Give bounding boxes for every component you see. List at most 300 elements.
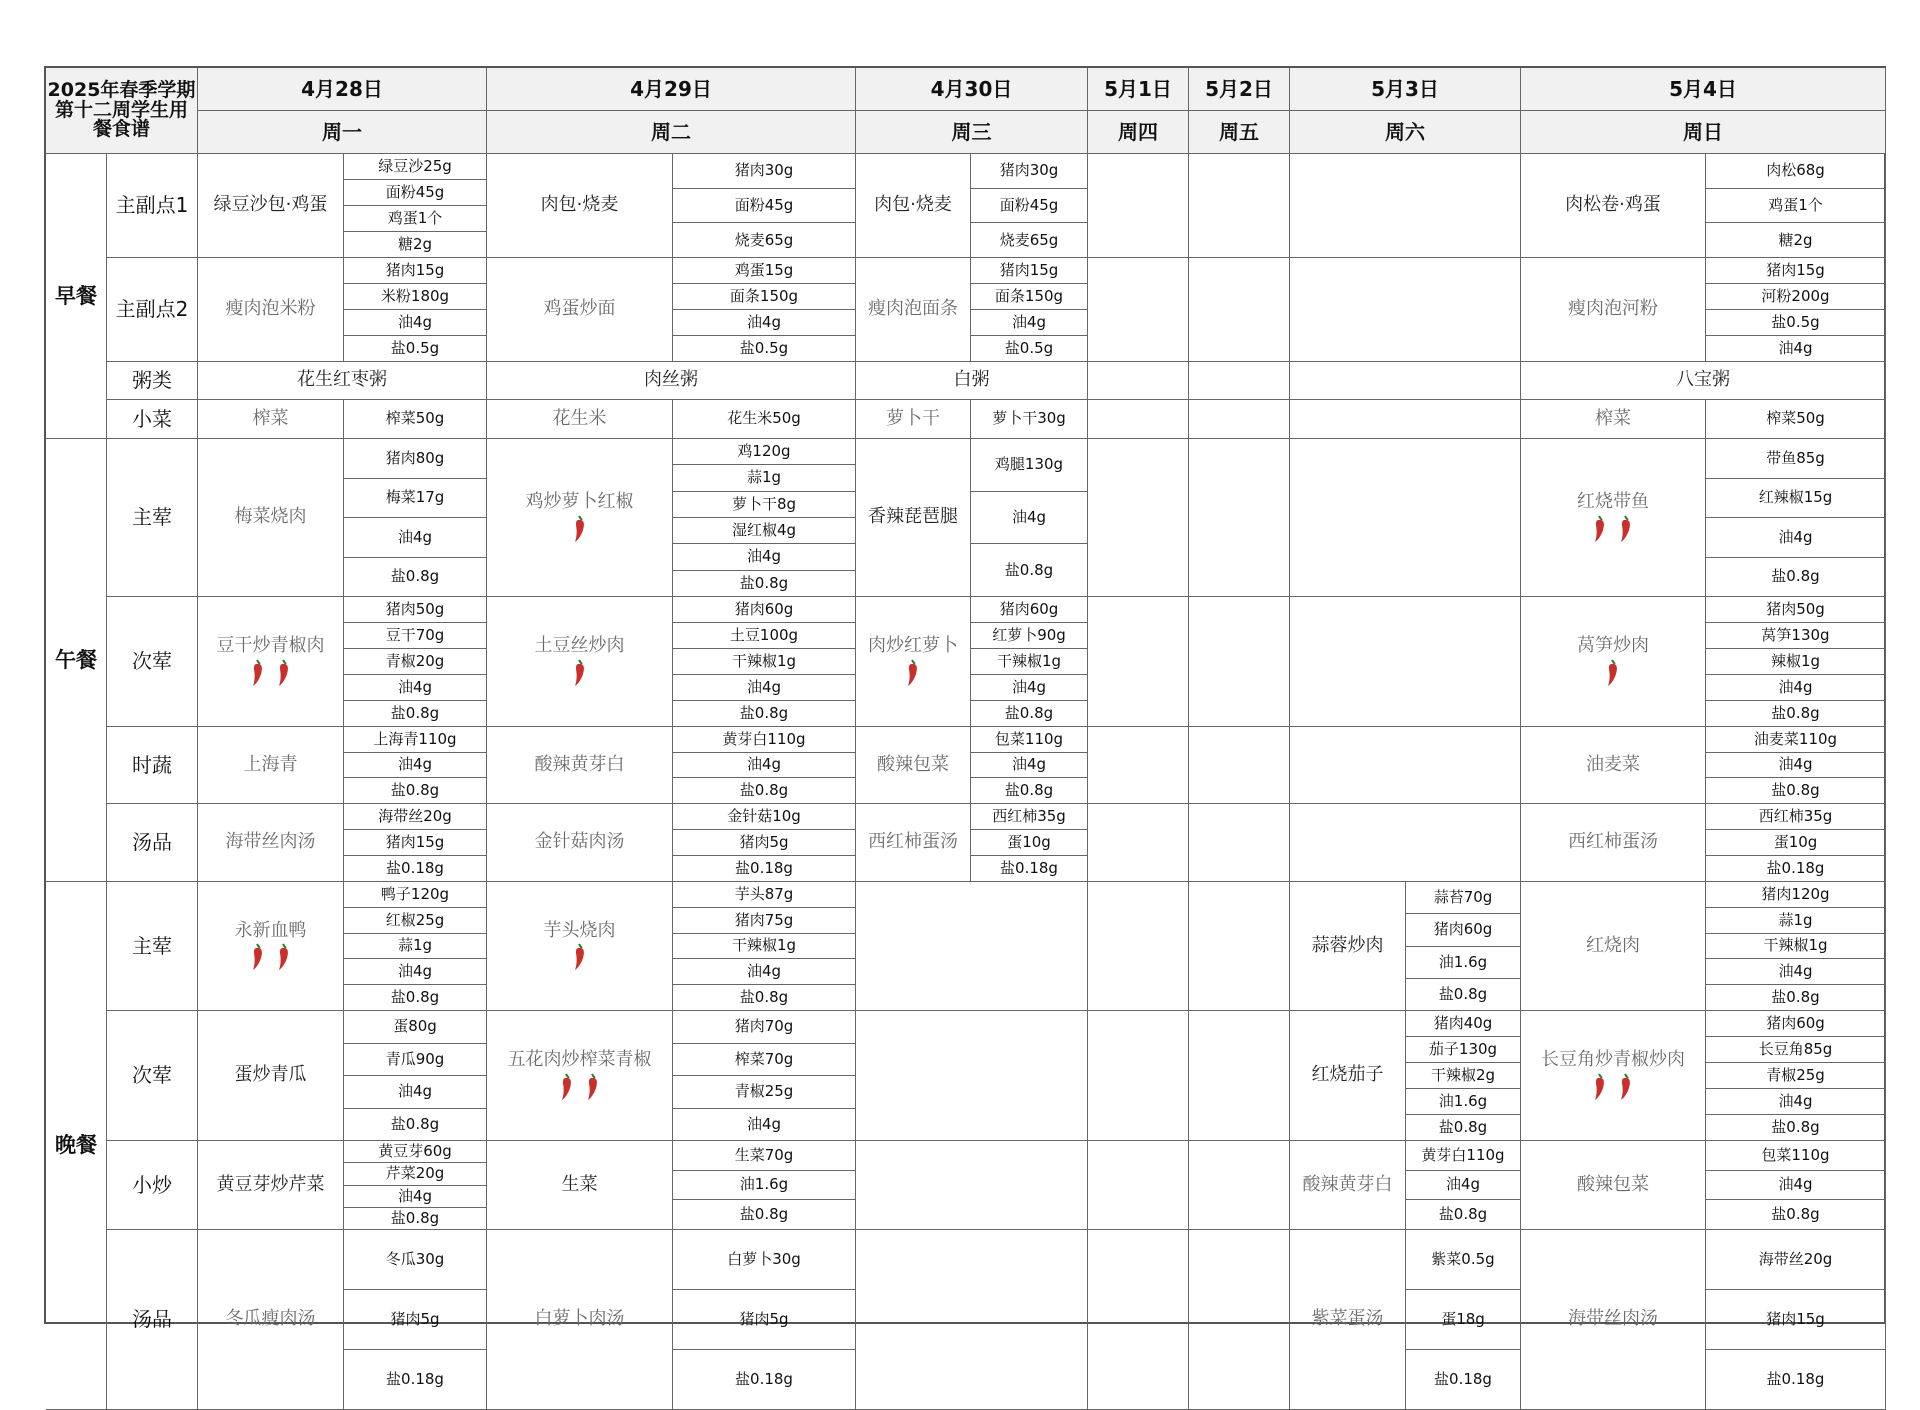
dish-name: 瘦肉泡面条 [868,298,958,320]
ingredient: 红辣椒15g [1706,479,1886,519]
ingredient: 油4g [971,310,1088,336]
ingredient: 白萝卜30g [673,1230,856,1290]
dish-name: 生菜 [561,1173,598,1195]
ingredient: 油4g [1706,518,1886,558]
ingredient: 盐0.8g [673,571,856,597]
dish-name: 海带丝肉汤 [1568,1308,1658,1330]
empty-cell [1290,597,1521,727]
category-label: 小菜 [107,400,198,439]
ingredient: 蛋10g [1706,830,1886,856]
ingredient: 盐0.8g [344,701,487,727]
ingredient: 干辣椒1g [673,934,856,960]
ingredient: 油4g [344,310,487,336]
dish-name: 长豆角炒青椒炒肉 [1541,1049,1685,1071]
empty-cell [1088,154,1189,258]
ingredient: 金针菇10g [673,804,856,830]
ingredient: 长豆角85g [1706,1037,1886,1063]
dish-name: 酸辣黄芽白 [534,753,625,775]
chili-pepper-icon [1593,1073,1607,1101]
dish-name: 绿豆沙包·鸡蛋 [213,194,328,216]
empty-cell [1189,1011,1290,1141]
ingredient: 盐0.18g [1706,1350,1886,1410]
ingredient: 盐0.18g [673,856,856,882]
empty-cell [1088,439,1189,597]
dish-name: 豆干炒青椒肉 [216,635,325,657]
dish-cell [487,1230,673,1410]
ingredient: 油4g [673,310,856,336]
porridge-name: 八宝粥 [1521,362,1886,400]
ingredient: 猪肉15g [1706,1290,1886,1350]
ingredient: 青瓜90g [344,1044,487,1077]
ingredient: 青椒25g [673,1076,856,1109]
spicy-indicator [567,659,593,687]
dish-name: 酸辣包菜 [1577,1173,1649,1195]
ingredient: 盐0.5g [673,336,856,362]
dish-cell [487,882,673,1011]
spicy-indicator [567,515,593,543]
dish-cell [198,154,344,258]
ingredient: 猪肉50g [1706,597,1886,623]
dish-name: 酸辣黄芽白 [1302,1173,1393,1195]
dish-cell [1290,1011,1406,1141]
ingredient: 猪肉80g [344,439,487,479]
dish-cell [856,154,971,258]
dish-cell [487,1141,673,1230]
chili-pepper-icon [1606,659,1620,687]
ingredient: 梅菜17g [344,479,487,519]
meal-label-lunch: 午餐 [46,439,107,882]
dish-cell [487,804,673,882]
ingredient: 海带丝20g [344,804,487,830]
dish-cell [856,804,971,882]
chili-pepper-icon [251,659,265,687]
empty-cell [1088,882,1189,1011]
ingredient: 面条150g [971,284,1088,310]
ingredient: 盐0.8g [673,778,856,804]
ingredient: 猪肉15g [344,258,487,284]
ingredient: 油1.6g [673,1171,856,1201]
ingredient: 油4g [1706,336,1886,362]
ingredient: 蛋18g [1406,1290,1521,1350]
ingredient: 土豆100g [673,623,856,649]
dish-cell [198,1230,344,1410]
dish-cell [198,258,344,362]
ingredient: 榨菜50g [344,400,487,439]
ingredient: 干辣椒2g [1406,1063,1521,1089]
ingredient: 芹菜20g [344,1163,487,1185]
ingredient: 猪肉30g [971,154,1088,189]
meal-label-breakfast: 早餐 [46,154,107,439]
ingredient: 鸡120g [673,439,856,465]
ingredient: 猪肉5g [673,1290,856,1350]
dish-name: 肉松卷·鸡蛋 [1565,194,1661,216]
dish-cell [487,597,673,727]
ingredient: 鸡蛋1个 [1706,189,1886,224]
dish-cell [198,439,344,597]
empty-cell [1088,258,1189,362]
ingredient: 油4g [673,544,856,570]
day-date: 5月1日 [1088,68,1189,111]
dish-cell [487,258,673,362]
dish-cell [198,400,344,439]
category-label: 次荤 [107,597,198,727]
ingredient: 青椒25g [1706,1063,1886,1089]
menu-table [44,66,1886,1388]
dish-name: 西红柿蛋汤 [1568,831,1658,853]
spicy-indicator [1600,659,1626,687]
ingredient: 糖2g [344,232,487,258]
ingredient: 油4g [344,753,487,779]
dish-name: 红烧肉 [1586,934,1640,956]
dish-name: 肉炒红萝卜 [868,635,958,657]
chili-pepper-icon [573,943,587,971]
dish-name: 土豆丝炒肉 [534,635,625,657]
category-label: 粥类 [107,362,198,400]
empty-cell [856,1141,1088,1230]
ingredient: 猪肉70g [673,1011,856,1044]
ingredient: 盐0.8g [1706,1115,1886,1141]
empty-cell [1189,362,1290,400]
ingredient: 油4g [344,1076,487,1109]
spicy-indicator [245,659,297,687]
ingredient: 蒜苔70g [1406,882,1521,914]
ingredient: 盐0.8g [971,778,1088,804]
dish-cell [487,154,673,258]
ingredient: 油4g [1706,675,1886,701]
chili-pepper-icon [573,515,587,543]
ingredient: 米粉180g [344,284,487,310]
dish-cell [1521,400,1706,439]
category-label: 汤品 [107,1230,198,1410]
ingredient: 盐0.8g [344,778,487,804]
dish-name: 五花肉炒榨菜青椒 [507,1049,652,1071]
ingredient: 鸡蛋1个 [344,206,487,232]
dish-name: 蒜蓉炒肉 [1311,934,1384,956]
empty-cell [1189,1141,1290,1230]
ingredient: 西红柿35g [1706,804,1886,830]
dish-name: 西红柿蛋汤 [868,831,958,853]
ingredient: 猪肉60g [1406,914,1521,946]
dish-name: 鸡蛋炒面 [543,298,616,320]
ingredient: 面粉45g [971,189,1088,224]
empty-cell [1189,882,1290,1011]
ingredient: 盐0.8g [971,544,1088,597]
ingredient: 盐0.8g [673,701,856,727]
dish-cell [487,727,673,804]
ingredient: 盐0.8g [1706,778,1886,804]
dish-name: 梅菜烧肉 [234,506,307,528]
dish-cell [1521,882,1706,1011]
dish-cell [1521,154,1706,258]
day-weekday: 周一 [198,111,487,154]
dish-cell [1521,1011,1706,1141]
dish-cell [198,804,344,882]
day-date: 5月3日 [1290,68,1521,111]
dish-name: 白萝卜肉汤 [534,1308,625,1330]
ingredient: 油4g [971,753,1088,779]
dish-name: 黄豆芽炒芹菜 [216,1173,325,1195]
ingredient: 辣椒1g [1706,649,1886,675]
ingredient: 盐0.18g [1406,1350,1521,1410]
empty-cell [1290,400,1521,439]
ingredient: 油4g [344,959,487,985]
ingredient: 盐0.8g [1706,558,1886,598]
day-weekday: 周四 [1088,111,1189,154]
ingredient: 蛋80g [344,1011,487,1044]
chili-pepper-icon [1619,515,1633,543]
empty-cell [856,882,1088,1011]
ingredient: 盐0.18g [673,1350,856,1410]
ingredient: 油4g [673,753,856,779]
ingredient: 油4g [673,959,856,985]
day-weekday: 周五 [1189,111,1290,154]
empty-cell [1189,258,1290,362]
category-label: 主荤 [107,439,198,597]
ingredient: 油4g [1706,753,1886,779]
ingredient: 面条150g [673,284,856,310]
empty-cell [856,1230,1088,1410]
ingredient: 蒜1g [673,465,856,491]
empty-cell [1088,1230,1189,1410]
dish-cell [856,597,971,727]
dish-name: 红烧带鱼 [1577,491,1649,513]
spicy-indicator [245,943,297,971]
empty-cell [1290,804,1521,882]
dish-cell [1521,727,1706,804]
ingredient: 油4g [1706,1171,1886,1201]
day-date: 4月28日 [198,68,487,111]
ingredient: 盐0.5g [971,336,1088,362]
dish-cell [1521,258,1706,362]
chili-pepper-icon [1619,1073,1633,1101]
ingredient: 生菜70g [673,1141,856,1171]
ingredient: 上海青110g [344,727,487,753]
empty-cell [1088,597,1189,727]
day-weekday: 周二 [487,111,856,154]
ingredient: 盐0.18g [971,856,1088,882]
chili-pepper-icon [906,659,920,687]
dish-cell [487,1011,673,1141]
dish-name: 酸辣包菜 [877,753,949,775]
dish-name: 油麦菜 [1586,753,1640,775]
ingredient: 猪肉75g [673,908,856,934]
dish-cell [1521,439,1706,597]
ingredient: 猪肉40g [1406,1011,1521,1037]
ingredient: 鸡蛋15g [673,258,856,284]
dish-name: 永新血鸭 [234,919,307,941]
empty-cell [1088,400,1189,439]
ingredient: 油4g [971,492,1088,545]
ingredient: 花生米50g [673,400,856,439]
spicy-indicator [567,943,593,971]
empty-cell [1189,154,1290,258]
ingredient: 面粉45g [344,180,487,206]
ingredient: 萝卜干30g [971,400,1088,439]
empty-cell [856,1011,1088,1141]
dish-name: 金针菇肉汤 [534,831,625,853]
ingredient: 盐0.5g [1706,310,1886,336]
dish-cell [1290,1230,1406,1410]
empty-cell [1290,154,1521,258]
empty-cell [1189,727,1290,804]
ingredient: 盐0.18g [344,856,487,882]
spicy-indicator [1587,515,1639,543]
ingredient: 紫菜0.5g [1406,1230,1521,1290]
ingredient: 猪肉60g [673,597,856,623]
ingredient: 油麦菜110g [1706,727,1886,753]
ingredient: 盐0.8g [1406,1200,1521,1230]
ingredient: 蒜1g [1706,908,1886,934]
category-label: 时蔬 [107,727,198,804]
ingredient: 盐0.8g [1406,979,1521,1011]
ingredient: 猪肉15g [344,830,487,856]
ingredient: 鸭子120g [344,882,487,908]
dish-name: 莴笋炒肉 [1577,635,1649,657]
category-label: 汤品 [107,804,198,882]
ingredient: 红椒25g [344,908,487,934]
dish-name: 鸡炒萝卜红椒 [525,491,634,513]
ingredient: 盐0.18g [1706,856,1886,882]
chili-pepper-icon [277,943,291,971]
menu-title: 2025年春季学期第十二周学生用餐食谱 [46,68,198,154]
empty-cell [1088,362,1189,400]
dish-name: 瘦肉泡米粉 [225,298,316,320]
dish-cell [1521,597,1706,727]
dish-cell [198,727,344,804]
ingredient: 盐0.8g [673,1200,856,1230]
ingredient: 盐0.8g [344,1109,487,1142]
chili-pepper-icon [560,1073,574,1101]
spicy-indicator [1587,1073,1639,1101]
ingredient: 青椒20g [344,649,487,675]
porridge-name: 花生红枣粥 [198,362,487,400]
ingredient: 油4g [1706,959,1886,985]
day-weekday: 周日 [1521,111,1886,154]
ingredient: 猪肉30g [673,154,856,189]
day-weekday: 周六 [1290,111,1521,154]
dish-name: 榨菜 [1595,407,1631,429]
empty-cell [1088,804,1189,882]
empty-cell [1290,258,1521,362]
dish-name: 蛋炒青瓜 [234,1064,307,1086]
empty-cell [1088,727,1189,804]
ingredient: 油1.6g [1406,1089,1521,1115]
ingredient: 干辣椒1g [673,649,856,675]
porridge-name: 白粥 [856,362,1088,400]
category-label: 次荤 [107,1011,198,1141]
category-label: 主荤 [107,882,198,1011]
chili-pepper-icon [573,659,587,687]
ingredient: 莴笋130g [1706,623,1886,649]
ingredient: 干辣椒1g [971,649,1088,675]
ingredient: 包菜110g [1706,1141,1886,1171]
ingredient: 油4g [344,518,487,558]
ingredient: 榨菜70g [673,1044,856,1077]
ingredient: 盐0.8g [1706,701,1886,727]
empty-cell [1189,804,1290,882]
ingredient: 芋头87g [673,882,856,908]
ingredient: 西红柿35g [971,804,1088,830]
ingredient: 茄子130g [1406,1037,1521,1063]
dish-cell [1521,1141,1706,1230]
empty-cell [1290,439,1521,597]
dish-name: 肉包·烧麦 [874,194,952,216]
ingredient: 盐0.8g [344,985,487,1011]
ingredient: 红萝卜90g [971,623,1088,649]
dish-cell [1290,882,1406,1011]
dish-name: 瘦肉泡河粉 [1568,298,1658,320]
dish-cell [198,1011,344,1141]
porridge-name: 肉丝粥 [487,362,856,400]
ingredient: 黄芽白110g [1406,1141,1521,1171]
dish-cell [198,597,344,727]
ingredient: 蛋10g [971,830,1088,856]
ingredient: 盐0.8g [344,1208,487,1230]
ingredient: 盐0.8g [1706,985,1886,1011]
ingredient: 猪肉15g [1706,258,1886,284]
ingredient: 黄豆芽60g [344,1141,487,1163]
ingredient: 油4g [673,675,856,701]
ingredient: 油4g [344,675,487,701]
ingredient: 海带丝20g [1706,1230,1886,1290]
empty-cell [1189,1230,1290,1410]
day-date: 5月4日 [1521,68,1886,111]
dish-cell [856,727,971,804]
ingredient: 冬瓜30g [344,1230,487,1290]
ingredient: 盐0.8g [971,701,1088,727]
category-label: 主副点2 [107,258,198,362]
ingredient: 盐0.5g [344,336,487,362]
ingredient: 蒜1g [344,934,487,960]
ingredient: 油4g [971,675,1088,701]
category-label: 主副点1 [107,154,198,258]
ingredient: 盐0.8g [673,985,856,1011]
chili-pepper-icon [277,659,291,687]
chili-pepper-icon [251,943,265,971]
ingredient: 绿豆沙25g [344,154,487,180]
ingredient: 河粉200g [1706,284,1886,310]
ingredient: 面粉45g [673,189,856,224]
dish-name: 紫菜蛋汤 [1311,1308,1384,1330]
dish-name: 萝卜干 [886,407,940,429]
empty-cell [1290,362,1521,400]
ingredient: 油4g [1406,1171,1521,1201]
empty-cell [1290,727,1521,804]
ingredient: 带鱼85g [1706,439,1886,479]
ingredient: 榨菜50g [1706,400,1886,439]
dish-cell [487,400,673,439]
ingredient: 豆干70g [344,623,487,649]
ingredient: 干辣椒1g [1706,934,1886,960]
spicy-indicator [554,1073,606,1101]
ingredient: 黄芽白110g [673,727,856,753]
category-label: 小炒 [107,1141,198,1230]
ingredient: 糖2g [1706,223,1886,258]
ingredient: 盐0.18g [344,1350,487,1410]
day-weekday: 周三 [856,111,1088,154]
dish-name: 榨菜 [252,407,289,429]
chili-pepper-icon [1593,515,1607,543]
ingredient: 盐0.8g [1406,1115,1521,1141]
ingredient: 萝卜干8g [673,492,856,518]
day-date: 4月29日 [487,68,856,111]
dish-name: 花生米 [552,407,607,429]
ingredient: 盐0.8g [344,558,487,598]
day-date: 4月30日 [856,68,1088,111]
dish-name: 红烧茄子 [1311,1064,1384,1086]
ingredient: 猪肉60g [1706,1011,1886,1037]
ingredient: 湿红椒4g [673,518,856,544]
